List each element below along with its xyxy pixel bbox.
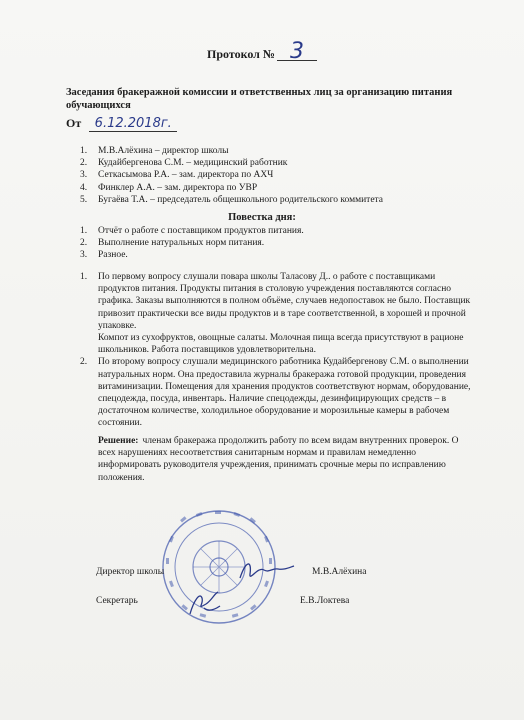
date-value: 6.12.2018г. <box>89 116 177 132</box>
agenda-title: Повестка дня: <box>228 212 296 223</box>
secretary-name: Е.В.Локтева <box>300 596 350 606</box>
discussion-item: 2. По второму вопросу слушали медицинского работника Кудайбергенову С.М. о выполнении натуральных норм. Она предоставила журналы бракеража готовой продукции, проведения витаминизации. Помещения для хранения продуктов соответствуют нормам, оборудование, спецодежда, посуда, инвентарь. Наличие спецодежды, дезинфицирующих средств – в достаточном количестве, холодильное оборудование и морозильные камеры в рабочем состоянии. <box>80 357 471 429</box>
protocol-number: 3 <box>277 44 317 61</box>
discussion-text: По второму вопросу слушали медицинского работника Кудайбергенову С.М. о выполнении натуральных норм. Она предоставила журналы бракеража готовой продукции, проведения витаминизации. Помещения для хранения продуктов соответствуют нормам, оборудование, спецодежда, посуда, инвентарь. Наличие спецодежды, дезинфицирующих средств – в достаточном количестве, холодильное оборудование и морозильные камеры в рабочем состоянии. <box>98 357 471 429</box>
agenda-item: 1. Отчёт о работе с поставщиком продуктов питания. <box>80 226 304 236</box>
member-item: 1. М.В.Алёхина – директор школы <box>80 146 229 156</box>
secretary-signature-icon <box>184 590 224 616</box>
decision-text: членам бракеража продолжить работу по всем видам внутренних проверок. О всех нарушениях несоответствия санитарным нормам и правилам немедленно информировать руководителя учреждения, принимать срочные меры по исправлению положения. <box>98 436 459 483</box>
discussion-text: По первому вопросу слушали повара школы Таласову Д.. о работе с поставщиками продуктов питания. Продукты питания в столовую учреждения поставляются согласно графика. Заказы выполняются в полном объёме, случаев недопоставок не было. Поставщик привозит практически все виды продуктов и в таре соответственной, в хорошей и прочной упаковке. <box>98 272 471 331</box>
director-role: Директор школы <box>96 567 165 577</box>
discussion-item: 1. По первому вопросу слушали повара школы Таласову Д.. о работе с поставщиками продуктов питания. Продукты питания в столовую учреждения поставляются согласно графика. Заказы выполняются в полном объёме, случаев недопоставок не было. Поставщик привозит практически все виды продуктов и в таре соответственной, в хорошей и прочной упаковке. Компот из сухофруктов, овощные салаты. Молочная пища всегда присутствуют в рационе школьников. Работа поставщиков удовлетворительна. <box>80 272 471 356</box>
date-label: От <box>66 116 82 130</box>
discussion-extra: Компот из сухофруктов, овощные салаты. Молочная пища всегда присутствуют в рационе школьников. Работа поставщиков удовлетворительна. <box>98 333 464 356</box>
agenda-item: 2. Выполнение натуральных норм питания. <box>80 238 265 249</box>
director-signature-icon <box>236 556 296 586</box>
member-item: 4. Финклер А.А. – зам. директора по УВР <box>80 182 258 193</box>
date-row <box>66 116 177 132</box>
protocol-title <box>0 39 524 64</box>
protocol-label: Протокол № <box>207 47 275 61</box>
member-item: 2. Кудайбергенова С.М. – медицинский работник <box>80 158 288 169</box>
document-heading: Заседания бракеражной комиссии и ответственных лиц за организацию питания обучающихся <box>66 87 453 111</box>
decision-label: Решение: <box>98 436 139 446</box>
director-name: М.В.Алёхина <box>312 567 367 577</box>
agenda-item: 3. Разное. <box>80 250 128 261</box>
decision-block <box>98 435 472 484</box>
members-list <box>80 145 383 206</box>
discussion-list <box>80 271 472 430</box>
member-item: 5. Бугаёва Т.А. – председатель общешкольного родительского коммитета <box>80 194 384 205</box>
member-item: 3. Сеткасымова Р.А. – зам. директора по АХЧ <box>80 170 274 181</box>
agenda-list <box>80 225 304 262</box>
secretary-role: Секретарь <box>96 596 138 606</box>
